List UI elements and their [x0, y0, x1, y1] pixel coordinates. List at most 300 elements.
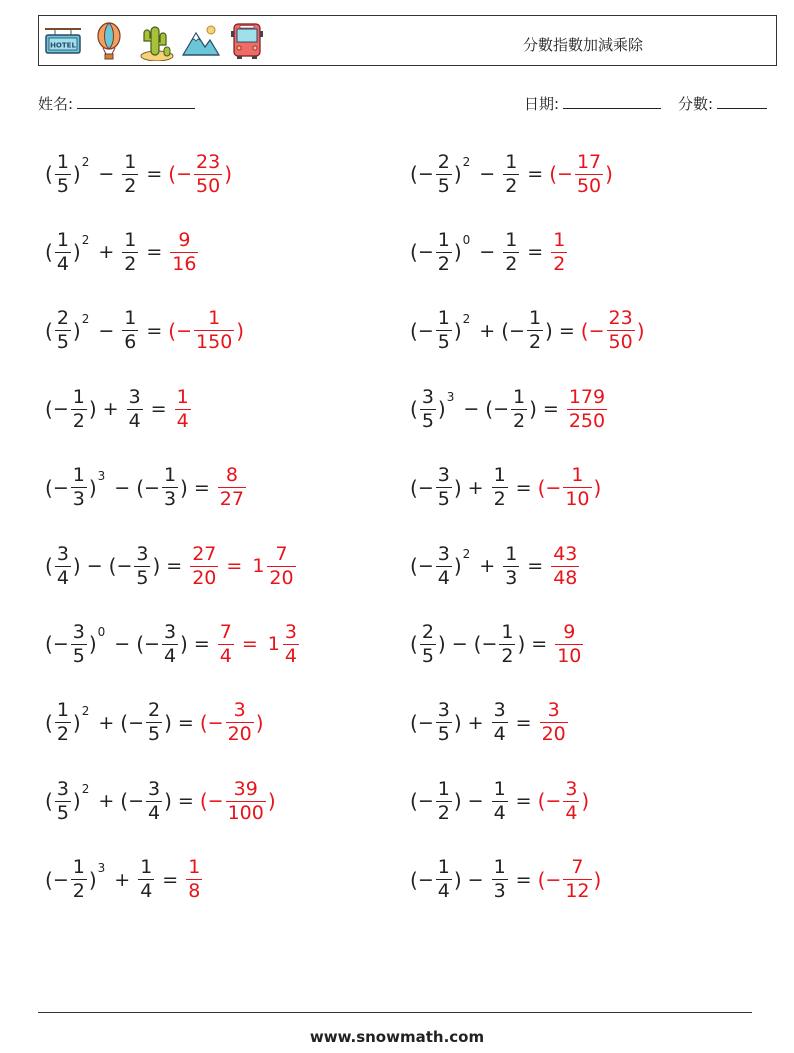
denominator: 5 [148, 723, 161, 746]
fraction [563, 858, 591, 901]
problem [410, 381, 609, 437]
minus-sign: − [417, 555, 434, 577]
denominator: 12 [565, 880, 590, 903]
operator: − [98, 319, 115, 342]
numerator: 3 [233, 699, 246, 722]
header-icons [43, 21, 267, 61]
open-paren: ( [410, 318, 418, 343]
numerator: 3 [136, 542, 149, 565]
numerator: 1 [56, 150, 69, 173]
numerator: 43 [553, 542, 578, 565]
denominator: 3 [493, 880, 506, 903]
denominator: 5 [437, 723, 450, 746]
fraction [226, 777, 266, 824]
equals-sign: = [527, 241, 544, 264]
minus-sign: − [128, 790, 145, 813]
denominator: 250 [568, 409, 606, 432]
numerator: 2 [56, 307, 69, 330]
operator: + [102, 398, 119, 421]
open-paren: ( [168, 162, 177, 186]
denominator: 4 [56, 566, 69, 589]
fraction [551, 228, 567, 275]
denominator: 150 [196, 331, 233, 354]
numerator: 1 [176, 385, 189, 408]
answer [216, 620, 301, 667]
fraction [71, 620, 87, 667]
open-paren: ( [168, 318, 177, 343]
numerator: 1 [72, 856, 85, 879]
answer [581, 309, 645, 352]
denominator: 5 [72, 644, 85, 667]
minus-sign: − [417, 790, 434, 813]
equals-sign: = [558, 319, 575, 342]
numerator: 1 [553, 228, 566, 251]
open-paren: ( [410, 162, 418, 186]
denominator: 2 [124, 174, 137, 197]
denominator: 8 [188, 880, 201, 903]
fraction [194, 309, 234, 352]
exponent: 2 [462, 155, 471, 169]
minus-sign: − [116, 555, 133, 577]
answer [565, 385, 609, 432]
denominator: 4 [493, 723, 506, 746]
minus-sign: − [588, 319, 605, 342]
whole-number: 1 [267, 633, 280, 656]
denominator: 2 [553, 252, 566, 275]
equals-sign: = [150, 398, 167, 421]
answer [553, 620, 585, 667]
numerator: 3 [437, 464, 450, 487]
denominator: 48 [553, 566, 578, 589]
fraction [175, 385, 191, 432]
numerator: 2 [437, 150, 450, 173]
open-paren: ( [120, 710, 129, 735]
open-paren: ( [537, 867, 546, 892]
numerator: 1 [124, 150, 137, 173]
numerator: 1 [505, 542, 518, 565]
fraction [55, 309, 71, 352]
answer [184, 858, 204, 901]
close-paren: ) [453, 554, 462, 578]
minus-sign: − [52, 476, 69, 499]
open-paren: ( [549, 162, 558, 186]
fraction [540, 701, 568, 744]
open-paren: ( [485, 397, 494, 422]
equals-sign: = [515, 476, 532, 499]
equals-sign: = [241, 633, 258, 656]
exponent: 2 [81, 233, 90, 248]
numerator: 1 [528, 307, 542, 330]
exponent: 2 [81, 311, 90, 326]
minus-sign: − [417, 319, 434, 342]
numerator: 1 [501, 620, 514, 643]
close-paren: ) [72, 318, 81, 343]
numerator: 1 [505, 150, 518, 173]
equals-sign: = [531, 633, 548, 656]
equals-sign: = [226, 555, 243, 577]
numerator: 39 [233, 777, 258, 800]
equals-sign: = [193, 476, 210, 499]
minus-sign: − [207, 711, 224, 734]
exponent: 2 [462, 547, 471, 561]
denominator: 10 [565, 488, 590, 511]
operator: + [98, 241, 115, 264]
fraction [71, 466, 87, 509]
minus-sign: − [493, 398, 510, 421]
equals-sign: = [515, 868, 532, 891]
close-paren: ) [267, 789, 276, 814]
fraction [499, 620, 515, 667]
close-paren: ) [224, 162, 233, 186]
close-paren: ) [72, 789, 81, 814]
problem [45, 303, 244, 359]
close-paren: ) [164, 710, 172, 735]
numerator: 9 [563, 620, 576, 643]
fraction [436, 858, 452, 901]
numerator: 3 [148, 777, 161, 800]
open-paren: ( [136, 475, 145, 500]
minus-sign: − [176, 163, 193, 185]
numerator: 1 [571, 464, 584, 487]
problem [410, 852, 601, 908]
fraction [503, 542, 519, 589]
numerator: 2 [421, 620, 434, 643]
operator: + [467, 476, 484, 499]
denominator: 10 [557, 644, 582, 667]
operator: − [114, 476, 131, 499]
close-paren: ) [545, 318, 553, 343]
numerator: 7 [219, 620, 232, 643]
close-paren: ) [88, 632, 97, 657]
numerator: 3 [493, 699, 506, 722]
name-field [38, 93, 195, 114]
fraction [226, 701, 254, 744]
numerator: 1 [163, 464, 177, 487]
numerator: 1 [188, 856, 201, 879]
fraction [162, 466, 178, 509]
operator: − [114, 633, 131, 656]
fraction [492, 777, 508, 824]
cactus-icon [135, 21, 175, 61]
denominator: 2 [505, 252, 518, 275]
footer-url: www.snowmath.com [309, 1028, 485, 1046]
open-paren: ( [410, 240, 418, 265]
fraction [146, 701, 162, 744]
footer-divider [38, 1012, 752, 1013]
fraction [567, 385, 607, 432]
minus-sign: − [545, 476, 562, 499]
fraction [71, 858, 87, 901]
problem [45, 460, 248, 516]
numerator: 1 [493, 856, 506, 879]
fraction [122, 309, 138, 352]
minus-sign: − [207, 790, 224, 813]
numerator: 1 [140, 856, 153, 879]
denominator: 4 [284, 644, 297, 667]
open-paren: ( [537, 789, 546, 814]
fraction [420, 620, 436, 667]
exponent: 3 [446, 390, 455, 405]
close-paren: ) [517, 632, 526, 657]
answer [549, 228, 569, 275]
open-paren: ( [45, 632, 53, 657]
denominator: 100 [227, 801, 264, 824]
exponent: 3 [97, 468, 106, 483]
equals-sign: = [177, 711, 194, 734]
numerator: 1 [437, 856, 450, 879]
close-paren: ) [636, 318, 645, 343]
name-blank[interactable] [77, 94, 195, 109]
fraction [436, 228, 452, 275]
denominator: 4 [437, 566, 450, 589]
open-paren: ( [199, 710, 208, 735]
problem [410, 616, 585, 672]
denominator: 4 [140, 880, 153, 903]
equals-sign: = [527, 163, 544, 185]
numerator: 1 [124, 307, 137, 330]
numerator: 3 [565, 777, 578, 800]
numerator: 7 [275, 542, 288, 565]
score-label: 分數: [678, 95, 714, 113]
operator: + [114, 868, 131, 891]
fraction [551, 542, 579, 589]
operator: − [86, 555, 103, 577]
exponent: 2 [462, 311, 471, 326]
fraction [122, 228, 138, 275]
close-paren: ) [593, 867, 602, 892]
fraction [55, 150, 71, 197]
open-paren: ( [45, 554, 53, 578]
denominator: 2 [437, 252, 450, 275]
numerator: 1 [56, 228, 69, 251]
answer [538, 466, 602, 509]
open-paren: ( [108, 554, 117, 578]
fraction [436, 701, 452, 744]
minus-sign: − [545, 868, 562, 891]
exponent: 3 [97, 860, 106, 875]
fraction [503, 228, 519, 275]
denominator: 2 [513, 409, 526, 432]
fraction [555, 620, 583, 667]
numerator: 1 [208, 307, 221, 330]
denominator: 2 [505, 174, 518, 197]
denominator: 3 [505, 566, 518, 589]
answer [188, 542, 297, 589]
fraction [138, 858, 154, 901]
operator: − [479, 241, 496, 264]
minus-sign: − [481, 633, 498, 656]
close-paren: ) [453, 789, 462, 814]
problem [410, 146, 613, 202]
numerator: 3 [547, 699, 560, 722]
numerator: 3 [128, 385, 141, 408]
answer [216, 466, 248, 509]
minus-sign: − [417, 241, 434, 264]
problem [45, 773, 276, 829]
numerator: 1 [505, 228, 518, 251]
minus-sign: − [144, 476, 160, 499]
date-field [524, 93, 661, 114]
answer [538, 858, 602, 901]
open-paren: ( [537, 475, 546, 500]
minus-sign: − [509, 319, 525, 342]
fraction [146, 777, 162, 824]
denominator: 3 [163, 488, 177, 511]
denominator: 4 [176, 409, 189, 432]
numerator: 3 [284, 620, 297, 643]
open-paren: ( [45, 318, 53, 343]
numerator: 3 [437, 699, 450, 722]
problem [45, 695, 264, 751]
fraction [127, 385, 143, 432]
exponent: 2 [81, 155, 90, 169]
fraction [492, 858, 508, 901]
exponent: 0 [97, 625, 106, 640]
close-paren: ) [529, 397, 537, 422]
numerator: 3 [56, 542, 69, 565]
denominator: 2 [56, 723, 69, 746]
whole-number: 1 [252, 555, 265, 577]
score-blank[interactable] [717, 94, 767, 109]
close-paren: ) [593, 475, 602, 500]
numerator: 23 [608, 307, 633, 330]
denominator: 20 [227, 723, 252, 746]
denominator: 4 [493, 801, 506, 824]
answer [549, 542, 581, 589]
denominator: 16 [172, 252, 197, 275]
numerator: 23 [196, 150, 221, 173]
equals-sign: = [162, 868, 179, 891]
numerator: 3 [163, 620, 177, 643]
exponent: 2 [81, 782, 90, 797]
equals-sign: = [146, 319, 163, 342]
minus-sign: − [52, 633, 69, 656]
close-paren: ) [453, 710, 462, 735]
numerator: 1 [493, 464, 506, 487]
answer [549, 150, 613, 197]
close-paren: ) [581, 789, 590, 814]
answer [168, 150, 233, 197]
close-paren: ) [453, 240, 462, 265]
open-paren: ( [410, 475, 418, 500]
minus-sign: − [176, 319, 193, 342]
fraction [436, 542, 452, 589]
fraction [134, 542, 150, 589]
numerator: 1 [72, 464, 85, 487]
minus-sign: − [52, 398, 69, 421]
problem [410, 460, 601, 516]
answer [168, 228, 200, 275]
denominator: 4 [56, 252, 69, 275]
denominator: 2 [493, 488, 506, 511]
open-paren: ( [580, 318, 589, 343]
denominator: 20 [269, 566, 294, 589]
minus-sign: − [144, 633, 160, 656]
problem [410, 773, 589, 829]
name-label: 姓名: [38, 95, 74, 113]
equals-sign: = [177, 790, 194, 813]
operator: + [98, 790, 115, 813]
close-paren: ) [236, 318, 245, 343]
denominator: 2 [437, 801, 450, 824]
denominator: 20 [541, 723, 566, 746]
fraction [283, 620, 299, 667]
numerator: 1 [72, 385, 85, 408]
numerator: 1 [56, 699, 69, 722]
denominator: 2 [528, 331, 542, 354]
open-paren: ( [410, 710, 418, 735]
answer [538, 701, 570, 744]
fraction [420, 385, 436, 432]
open-paren: ( [45, 475, 53, 500]
denominator: 3 [72, 488, 85, 511]
date-blank[interactable] [563, 94, 661, 109]
open-paren: ( [410, 789, 418, 814]
close-paren: ) [180, 475, 188, 500]
minus-sign: − [128, 711, 145, 734]
fraction [194, 150, 222, 197]
denominator: 2 [124, 252, 137, 275]
close-paren: ) [255, 710, 264, 735]
close-paren: ) [453, 475, 462, 500]
open-paren: ( [410, 867, 418, 892]
numerator: 3 [72, 620, 85, 643]
denominator: 4 [565, 801, 578, 824]
fraction [55, 701, 71, 744]
open-paren: ( [501, 318, 510, 343]
operator: + [98, 711, 115, 734]
fraction [267, 542, 295, 589]
minus-sign: − [417, 868, 434, 891]
fraction [436, 777, 452, 824]
denominator: 4 [219, 644, 232, 667]
operator: − [479, 163, 496, 185]
fraction [492, 466, 508, 509]
denominator: 5 [437, 331, 450, 354]
score-field [678, 93, 767, 114]
equals-sign: = [146, 163, 163, 185]
denominator: 2 [501, 644, 514, 667]
denominator: 50 [576, 174, 602, 197]
problem [410, 538, 581, 594]
equals-sign: = [527, 555, 544, 577]
operator: + [479, 319, 496, 342]
numerator: 1 [437, 228, 450, 251]
hotel-sign-icon [43, 21, 83, 61]
denominator: 2 [72, 880, 85, 903]
svg-text:HOTEL: HOTEL [50, 41, 76, 50]
close-paren: ) [88, 475, 97, 500]
fraction [170, 228, 198, 275]
numerator: 1 [437, 307, 450, 330]
problem [45, 616, 301, 672]
numerator: 9 [178, 228, 191, 251]
close-paren: ) [180, 632, 188, 657]
open-paren: ( [45, 397, 53, 422]
operator: − [467, 790, 484, 813]
close-paren: ) [88, 867, 97, 892]
open-paren: ( [45, 867, 53, 892]
numerator: 8 [225, 464, 238, 487]
denominator: 4 [437, 880, 450, 903]
open-paren: ( [120, 789, 129, 814]
fraction [71, 385, 87, 432]
answer [537, 777, 590, 824]
numerator: 3 [437, 542, 450, 565]
open-paren: ( [410, 397, 418, 422]
operator: + [479, 555, 496, 577]
close-paren: ) [437, 632, 446, 657]
